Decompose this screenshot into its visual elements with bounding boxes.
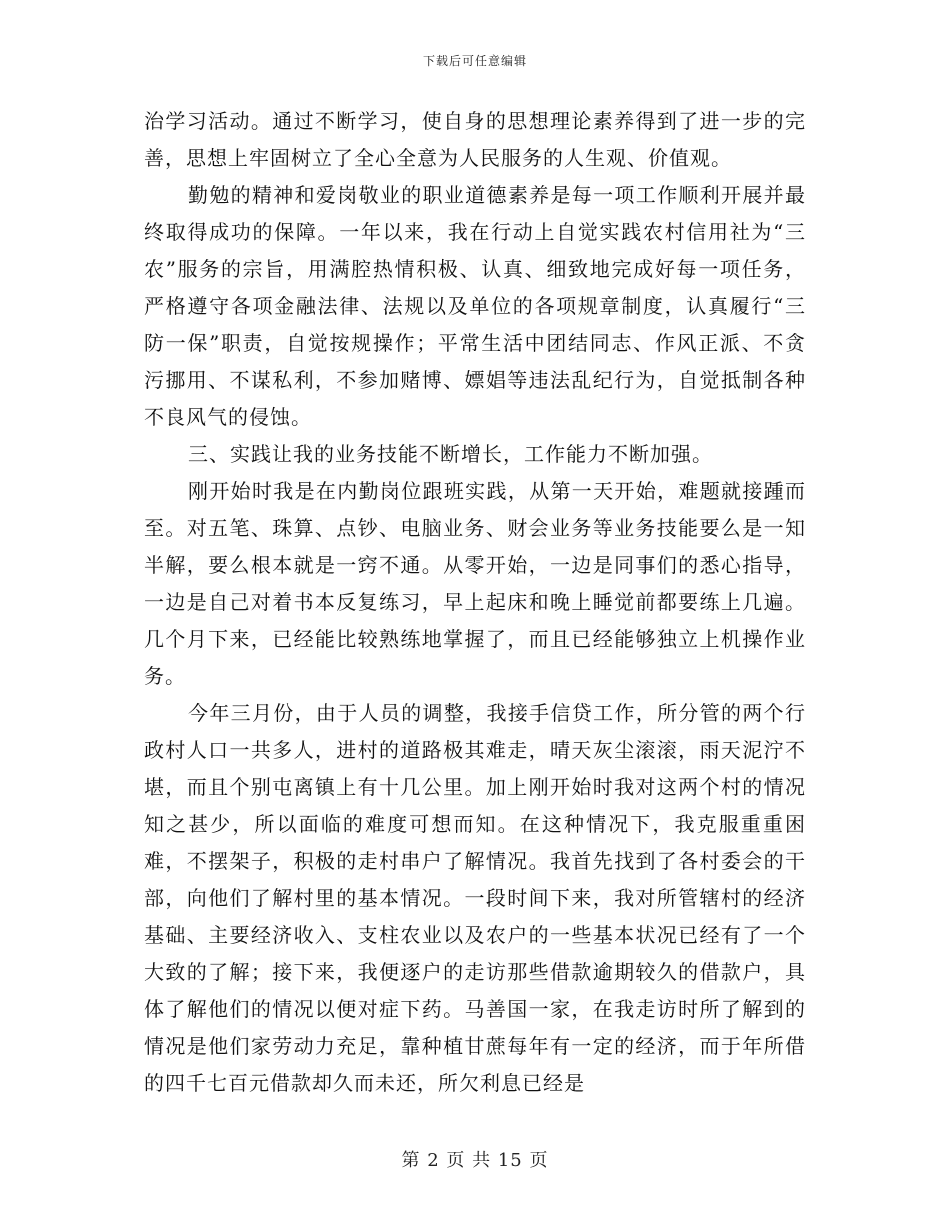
page-number-footer: 第 2 页 共 15 页 bbox=[401, 1150, 549, 1171]
paragraph-4: 刚开始时我是在内勤岗位跟班实践，从第一天开始，难题就接踵而至。对五笔、珠算、点钞、电脑业务、财会业务等业务技能要么是一知半解，要么根本就是一窍不通。从零开始，一边是同事们的悉心指导，一边是自己对着书本反复练习，早上起床和晚上睡觉前都要练上几遍。几个月下来，已经能比较熟练地掌握了，而且已经能够独立上机操作业务。 bbox=[144, 479, 806, 688]
paragraph-1: 治学习活动。通过不断学习，使自身的思想理论素养得到了进一步的完善，思想上牢固树立了全心全意为人民服务的人生观、价值观。 bbox=[144, 109, 806, 170]
paragraph-5: 今年三月份，由于人员的调整，我接手信贷工作，所分管的两个行政村人口一共多人，进村的道路极其难走，晴天灰尘滚滚，雨天泥泞不堪，而且个别屯离镇上有十几公里。加上刚开始时我对这两个村的情况知之甚少，所以面临的难度可想而知。在这种情况下，我克服重重困难，不摆架子，积极的走村串户了解情况。我首先找到了各村委会的干部，向他们了解村里的基本情况。一段时间下来，我对所管辖村的经济基础、主要经济收入、支柱农业以及农户的一些基本状况已经有了一个大致的了解；接下来，我便逐户的走访那些借款逾期较久的借款户，具体了解他们的情况以便对症下药。马善国一家，在我走访时所了解到的情况是他们家劳动力充足，靠种植甘蔗每年有一定的经济，而于年所借的四千七百元借款却久而未还，所欠利息已经是 bbox=[144, 701, 806, 1095]
section-heading-3: 三、实践让我的业务技能不断增长，工作能力不断加强。 bbox=[188, 442, 713, 466]
document-body bbox=[144, 103, 806, 1102]
page-header: 下载后可任意编辑 bbox=[422, 54, 527, 68]
paragraph-2: 勤勉的精神和爱岗敬业的职业道德素养是每一项工作顺利开展并最终取得成功的保障。一年以来，我在行动上自觉实践农村信用社为“三农”服务的宗旨，用满腔热情积极、认真、细致地完成好每一项任务，严格遵守各项金融法律、法规以及单位的各项规章制度，认真履行“三防一保”职责，自觉按规操作；平常生活中团结同志、作风正派、不贪污挪用、不谋私利，不参加赌博、嫖娼等违法乱纪行为，自觉抵制各种不良风气的侵蚀。 bbox=[144, 183, 806, 429]
